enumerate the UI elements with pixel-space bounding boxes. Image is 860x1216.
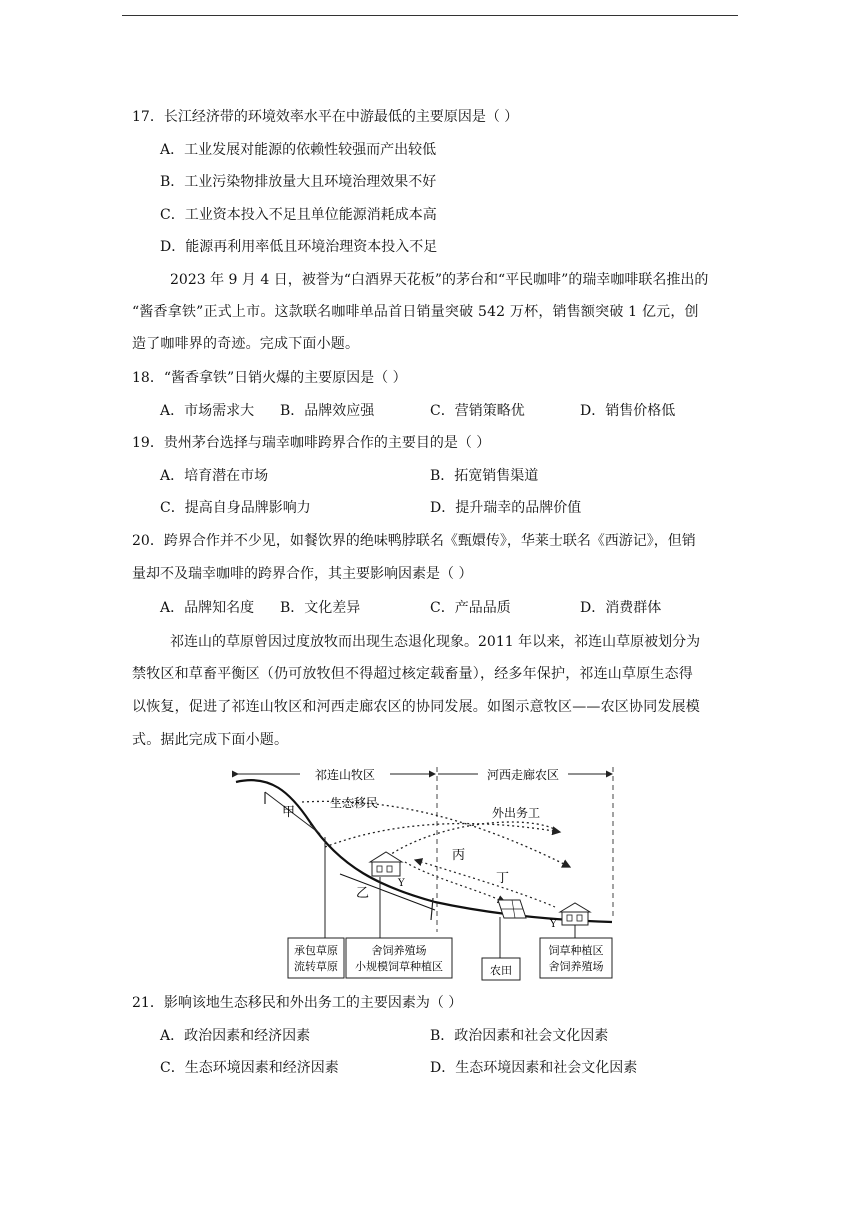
zone-left-label: 祁连山牧区 — [314, 768, 376, 782]
box2-line1: 舍饲养殖场 — [371, 944, 427, 957]
q20-options — [0, 598, 860, 618]
q21-options-row1 — [0, 1026, 860, 1046]
q19-option-c[interactable]: C．提高自身品牌影响力 — [160, 500, 311, 516]
labor-out-label: 外出务工 — [492, 806, 541, 820]
q21-option-c[interactable]: C．生态环境因素和经济因素 — [160, 1060, 339, 1076]
label-yi: 乙 — [356, 886, 370, 901]
q20-stem-line-2: 量却不及瑞幸咖啡的跨界合作，其主要影响因素是（ ） — [132, 566, 473, 582]
box4-line1: 饲草种植区 — [548, 944, 604, 957]
eco-migration-label: 生态移民 — [330, 796, 379, 810]
terrain-profile — [236, 780, 612, 922]
q21-options-row2 — [0, 1058, 860, 1078]
q20-option-b[interactable]: B．文化差异 — [280, 600, 361, 616]
q19-stem: 19．贵州茅台选择与瑞幸咖啡跨界合作的主要目的是（ ） — [132, 435, 491, 451]
pastoral-agricultural-diagram — [230, 762, 630, 982]
box2-line2: 小规模饲草种植区 — [355, 960, 443, 973]
q17-option-d[interactable]: D．能源再利用率低且环境治理资本投入不足 — [160, 239, 438, 255]
q18-option-b[interactable]: B．品牌效应强 — [280, 403, 375, 419]
zone-right-label: 河西走廊农区 — [486, 768, 560, 782]
q20-option-d[interactable]: D．消费群体 — [580, 600, 662, 616]
label-jia: 甲 — [282, 805, 296, 820]
passage2-line-3: 以恢复，促进了祁连山牧区和河西走廊农区的协同发展。如图示意牧区——农区协同发展模 — [132, 699, 700, 715]
passage1-line-2: “酱香拿铁”正式上市。这款联名咖啡单品首日销量突破 542 万杯，销售额突破 1 亿元，创 — [132, 304, 699, 320]
q20-stem-line-1: 20．跨界合作并不少见，如餐饮界的绝味鸭脖联名《甄嬛传》，华莱士联名《西游记》，但销 — [132, 533, 696, 549]
labor-out-arrow-upper — [325, 824, 560, 847]
jia-marker-bottom — [310, 824, 320, 834]
passage2-line-4: 式。据此完成下面小题。 — [132, 732, 289, 748]
q21-option-a[interactable]: A．政治因素和经济因素 — [160, 1028, 311, 1044]
sprout-icon-lower: Y — [550, 919, 557, 930]
passage1-line-3: 造了咖啡界的奇迹。完成下面小题。 — [132, 336, 360, 352]
bing-arrow — [405, 862, 505, 902]
q21-stem: 21．影响该地生态移民和外出务工的主要因素为（ ） — [132, 995, 463, 1011]
q17-option-b[interactable]: B．工业污染物排放量大且环境治理效果不好 — [160, 174, 437, 190]
q17-option-a[interactable]: A．工业发展对能源的依赖性较强而产出较低 — [160, 142, 437, 158]
q18-option-c[interactable]: C．营销策略优 — [430, 403, 525, 419]
q19-options-row1 — [0, 466, 860, 486]
q18-options — [0, 401, 860, 421]
header-rule — [122, 15, 738, 16]
passage2-line-1: 祁连山的草原曾因过度放牧而出现生态退化现象。2011 年以来，祁连山草原被划分为 — [170, 634, 701, 650]
q17-option-c[interactable]: C．工业资本投入不足且单位能源消耗成本高 — [160, 207, 437, 223]
q19-options-row2 — [0, 498, 860, 518]
q19-option-a[interactable]: A．培育潜在市场 — [160, 468, 269, 484]
label-ding: 丁 — [496, 871, 510, 886]
q18-option-d[interactable]: D．销售价格低 — [580, 403, 676, 419]
box1-line1: 承包草原 — [294, 944, 338, 957]
farm-house-upper-icon — [370, 852, 402, 876]
box3-label: 农田 — [490, 964, 512, 977]
q20-option-c[interactable]: C．产品品质 — [430, 600, 511, 616]
q18-option-a[interactable]: A．市场需求大 — [160, 403, 255, 419]
terrain-lower-line — [340, 874, 435, 910]
label-bing: 丙 — [452, 848, 466, 863]
q20-option-a[interactable]: A．品牌知名度 — [160, 600, 255, 616]
passage1-line-1: 2023 年 9 月 4 日，被誉为“白酒界天花板”的茅台和“平民咖啡”的瑞幸咖啡联名推出的 — [170, 272, 709, 288]
ding-arrow — [415, 860, 555, 907]
passage2-line-2: 禁牧区和草畜平衡区（仍可放牧但不得超过核定载畜量），经多年保护，祁连山草原生态得 — [132, 666, 693, 682]
q17-stem: 17．长江经济带的环境效率水平在中游最低的主要原因是（ ） — [132, 109, 519, 125]
q21-option-d[interactable]: D．生态环境因素和社会文化因素 — [430, 1060, 638, 1076]
cropland-icon — [498, 900, 526, 918]
farm-house-lower-icon — [560, 903, 590, 925]
box1-line2: 流转草原 — [294, 960, 338, 973]
q19-option-d[interactable]: D．提升瑞幸的品牌价值 — [430, 500, 582, 516]
q18-stem: 18．“酱香拿铁”日销火爆的主要原因是（ ） — [132, 370, 407, 386]
q21-option-b[interactable]: B．政治因素和社会文化因素 — [430, 1028, 609, 1044]
box4-line2: 舍饲养殖场 — [548, 960, 604, 973]
sprout-icon-upper: Y — [398, 878, 405, 889]
q19-option-b[interactable]: B．拓宽销售渠道 — [430, 468, 539, 484]
